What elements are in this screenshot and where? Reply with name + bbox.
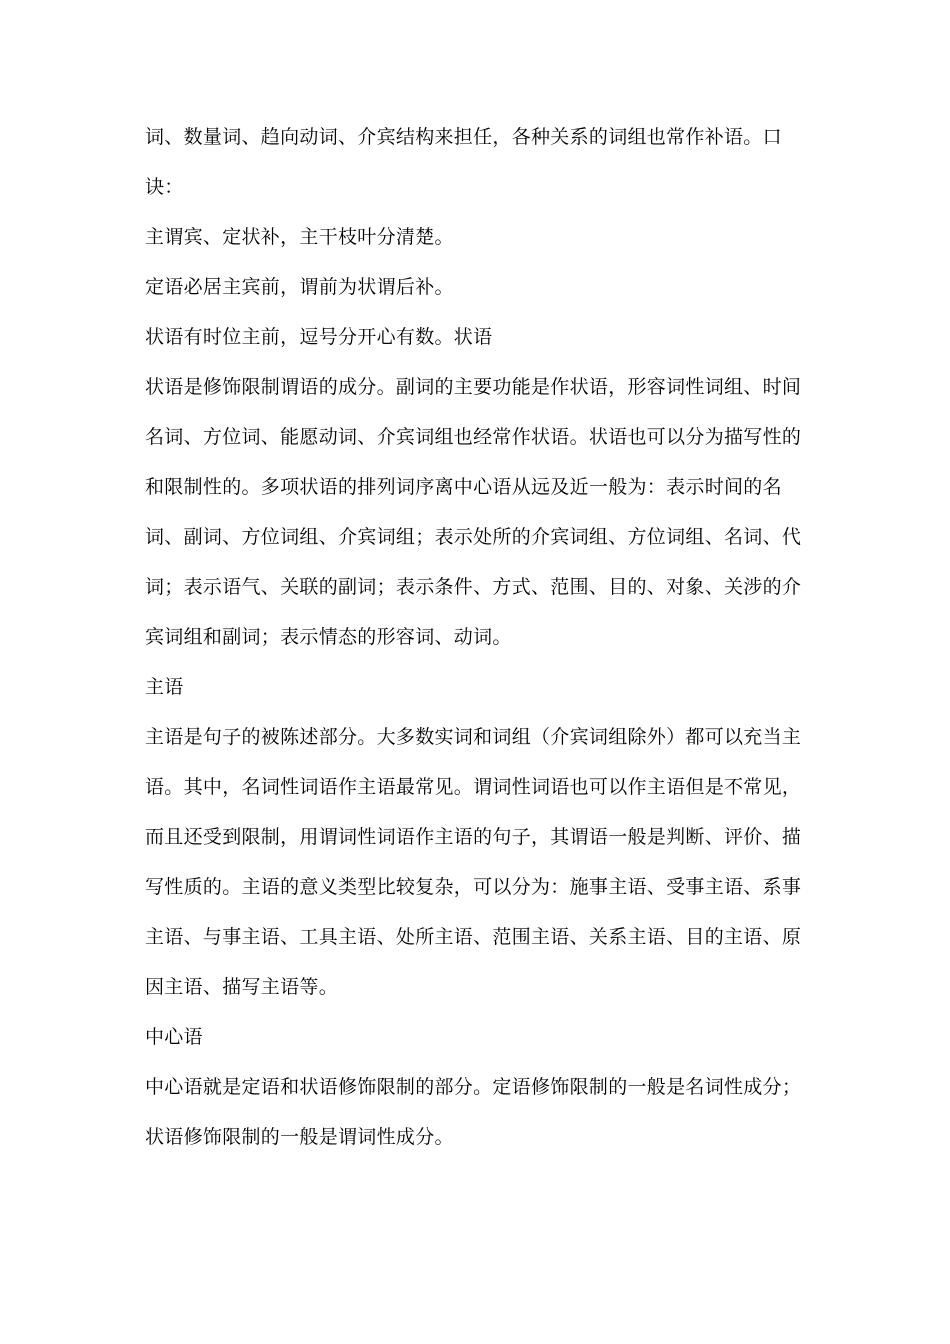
paragraph-adverbial: 状语是修饰限制谓语的成分。副词的主要功能是作状语，形容词性词组、时间名词、方位词、能愿动词、介宾词组也经常作状语。状语也可以分为描写性的和限制性的。多项状语的排列词序离中心语从远及近一般为：表示时间的名词、副词、方位词组、介宾词组；表示处所的介宾词组、方位词组、名词、代词；表示语气、关联的副词；表示条件、方式、范围、目的、对象、关涉的介宾词组和副词；表示情态的形容词、动词。 [145,376,802,648]
document-body [145,112,810,1162]
heading-head-word: 中心语 [145,1026,203,1048]
heading-subject: 主语 [145,676,184,698]
mnemonic-line-3: 状语有时位主前，逗号分开心有数。状语 [145,326,493,348]
mnemonic-line-1: 主谓宾、定状补，主干枝叶分清楚。 [145,226,454,248]
paragraph-subject: 主语是句子的被陈述部分。大多数实词和词组（介宾词组除外）都可以充当主语。其中，名词性词语作主语最常见。谓词性词语也可以作主语但是不常见，而且还受到限制，用谓词性词语作主语的句子，其谓语一般是判断、评价、描写性质的。主语的意义类型比较复杂，可以分为：施事主语、受事主语、系事主语、与事主语、工具主语、处所主语、范围主语、关系主语、目的主语、原因主语、描写主语等。 [145,726,802,998]
mnemonic-line-2: 定语必居主宾前，谓前为状谓后补。 [145,276,454,298]
paragraph-complement-intro: 词、数量词、趋向动词、介宾结构来担任，各种关系的词组也常作补语。口诀： [145,126,782,198]
paragraph-head-word: 中心语就是定语和状语修饰限制的部分。定语修饰限制的一般是名词性成分；状语修饰限制的一般是谓词性成分。 [145,1076,802,1148]
